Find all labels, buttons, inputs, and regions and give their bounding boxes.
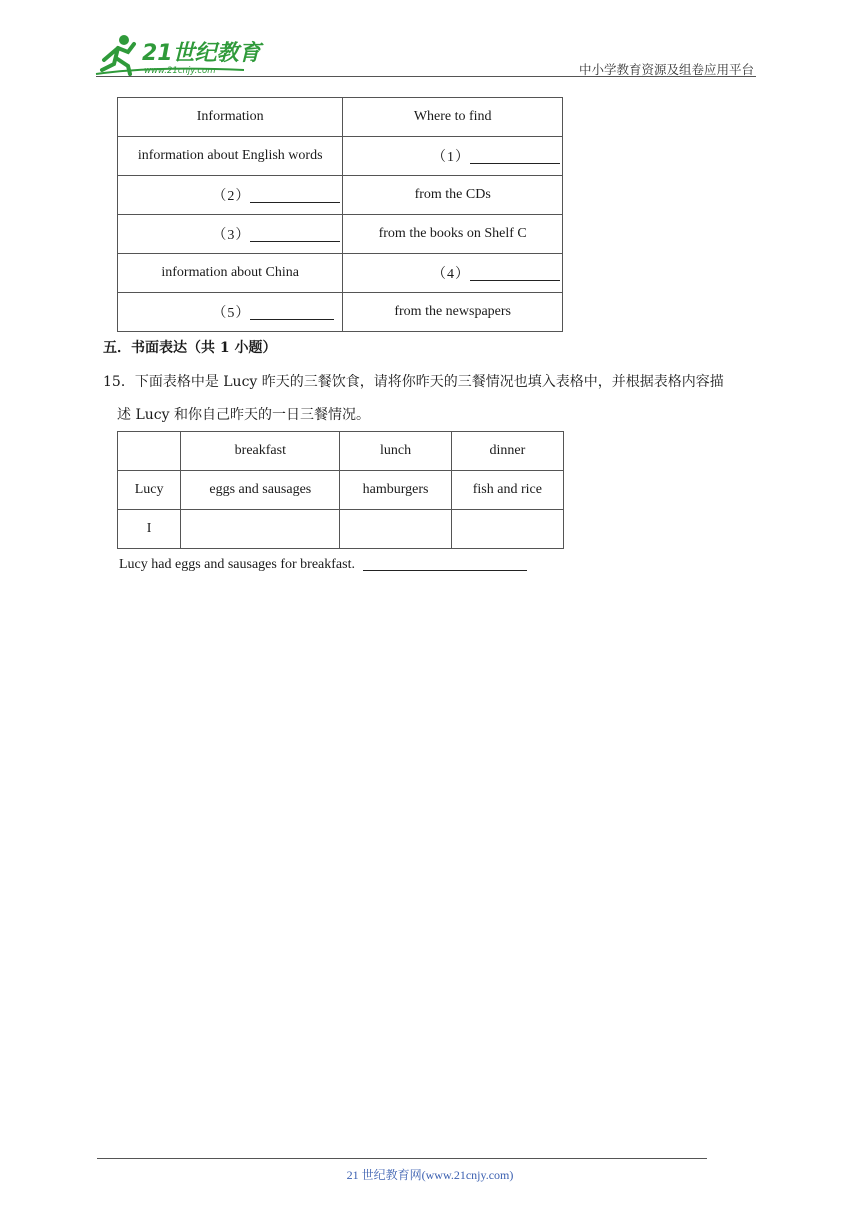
table-header-cell: Where to find xyxy=(343,98,563,137)
table-header-cell: breakfast xyxy=(181,432,340,471)
logo-url: www.21cnjy.com xyxy=(144,66,216,76)
answer-blank[interactable] xyxy=(250,186,340,203)
table-cell xyxy=(343,254,563,293)
table-cell: eggs and sausages xyxy=(181,471,340,510)
table-header-cell: Information xyxy=(118,98,343,137)
answer-blank[interactable] xyxy=(250,303,334,320)
question-text-continued: 述 Lucy 和你自己昨天的一日三餐情况。 xyxy=(117,407,370,423)
header-divider xyxy=(96,76,756,77)
table-cell: from the newspapers xyxy=(343,293,563,332)
table-header-cell: dinner xyxy=(451,432,563,471)
table-cell: Lucy xyxy=(118,471,181,510)
table-header-cell: lunch xyxy=(340,432,451,471)
table-row xyxy=(118,510,564,549)
table-row xyxy=(118,215,563,254)
answer-cell[interactable] xyxy=(451,510,563,549)
answer-cell[interactable] xyxy=(181,510,340,549)
table-header-row xyxy=(118,432,564,471)
meals-table xyxy=(117,431,564,549)
table-cell xyxy=(118,176,343,215)
example-sentence: Lucy had eggs and sausages for breakfast. xyxy=(119,557,355,572)
table-cell: information about China xyxy=(118,254,343,293)
table-row xyxy=(118,293,563,332)
table-header-row xyxy=(118,98,563,137)
answer-blank[interactable] xyxy=(470,147,560,164)
footer-divider xyxy=(97,1158,707,1159)
info-table xyxy=(117,97,563,332)
table-cell: fish and rice xyxy=(451,471,563,510)
section-title: 五．书面表达（共 1 小题） xyxy=(103,340,277,356)
table-cell xyxy=(118,293,343,332)
footer-text: 21 世纪教育网(www.21cnjy.com) xyxy=(346,1168,514,1182)
header-slogan: 中小学教育资源及组卷应用平台 xyxy=(578,62,754,77)
table-row xyxy=(118,471,564,510)
blank-number: （2） xyxy=(212,189,251,204)
answer-blank[interactable] xyxy=(470,264,560,281)
table-cell: from the books on Shelf C xyxy=(343,215,563,254)
table-cell: hamburgers xyxy=(340,471,451,510)
logo-text: 21世纪教育 xyxy=(142,41,261,66)
blank-number: （5） xyxy=(212,306,251,321)
table-row xyxy=(118,176,563,215)
blank-number: （4） xyxy=(432,267,470,282)
answer-line xyxy=(119,556,527,573)
answer-cell[interactable] xyxy=(340,510,451,549)
table-cell: from the CDs xyxy=(343,176,563,215)
table-row xyxy=(118,137,563,176)
site-logo xyxy=(94,30,264,78)
table-row xyxy=(118,254,563,293)
table-cell: information about English words xyxy=(118,137,343,176)
table-cell xyxy=(343,137,563,176)
table-header-cell xyxy=(118,432,181,471)
question-text: 15．下面表格中是 Lucy 昨天的三餐饮食，请将你昨天的三餐情况也填入表格中，并根据表格内容描 xyxy=(103,374,724,390)
answer-blank[interactable] xyxy=(250,225,340,242)
blank-number: （3） xyxy=(212,228,251,243)
table-cell xyxy=(118,215,343,254)
answer-blank[interactable] xyxy=(363,556,527,571)
table-cell: I xyxy=(118,510,181,549)
blank-number: （1） xyxy=(432,150,470,165)
